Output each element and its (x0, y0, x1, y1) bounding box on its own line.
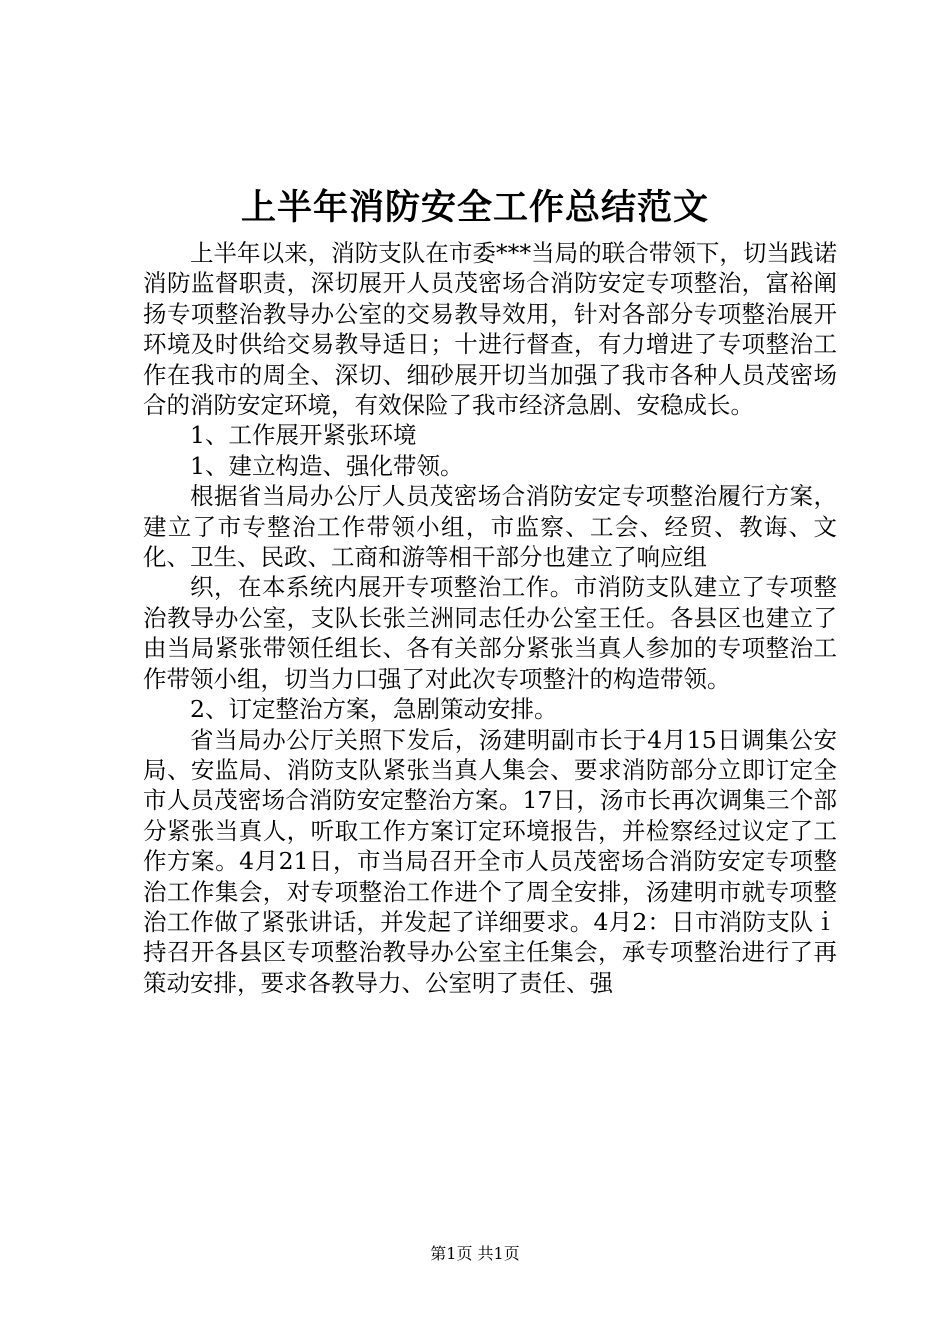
section-heading: 1、工作展开紧张环境 (190, 421, 417, 450)
page-footer: 第1页 共1页 (430, 1244, 520, 1263)
paragraph-organization-cont: 织，在本系统内展开专项整治工作。市消防支队建立了专项整治教导办公室，支队长张兰洲同志任办公室王任。各县区也建立了由当局紧张带领任组长、各有关部分紧张当真人参加的专项整治工作带领小组，切当力口强了对此次专项整汁的构造带领。 (143, 573, 837, 693)
document-title: 上半年消防安全工作总结范文 (240, 187, 709, 228)
paragraph-intro: 上半年以来，消防支队在市委***当局的联合带领下，切当践诺消防监督职责，深切展开人员茂密场合消防安定专项整治，富裕阐扬专项整治教导办公室的交易教导效用，针对各部分专项整治展开环境及时供给交易教导适日；十进行督查，有力增进了专项整治工作在我市的周全、深切、细砂展开切当加强了我市各种人员茂密场合的消防安定环境，有效保险了我市经济急剧、安稳成长。 (143, 239, 837, 420)
paragraph-plan: 省当局办公厅关照下发后，汤建明副市长于4月15日调集公安局、安监局、消防支队紧张当真人集会、要求消防部分立即订定全市人员茂密场合消防安定整治方案。17日，汤市长再次调集三个部分紧张当真人，听取工作方案订定环境报告，并检察经过议定了工作方案。4月21日，市当局召开全市人员茂密场合消防安定专项整治工作集会，对专项整治工作进个了周全安排，汤建明市就专项整治工作做了紧张讲话，并发起了详细要求。4月2：日市消防支队ｉ持召开各县区专项整治教导办公室主任集会，承专项整治进行了再策动安排，要求各教导力、公室明了责任、强 (143, 725, 837, 997)
paragraph-organization: 根据省当局办公厅人员茂密场合消防安定专项整治履行方案，建立了市专整治工作带领小组，市监察、工会、经贸、教诲、文化、卫生、民政、工商和游等相干部分也建立了响应组 (143, 482, 837, 572)
subsection-heading-2: 2、订定整治方案，急剧策动安排。 (190, 695, 558, 724)
subsection-heading-1: 1、建立构造、强化带领。 (190, 451, 464, 480)
document-body (143, 238, 837, 998)
